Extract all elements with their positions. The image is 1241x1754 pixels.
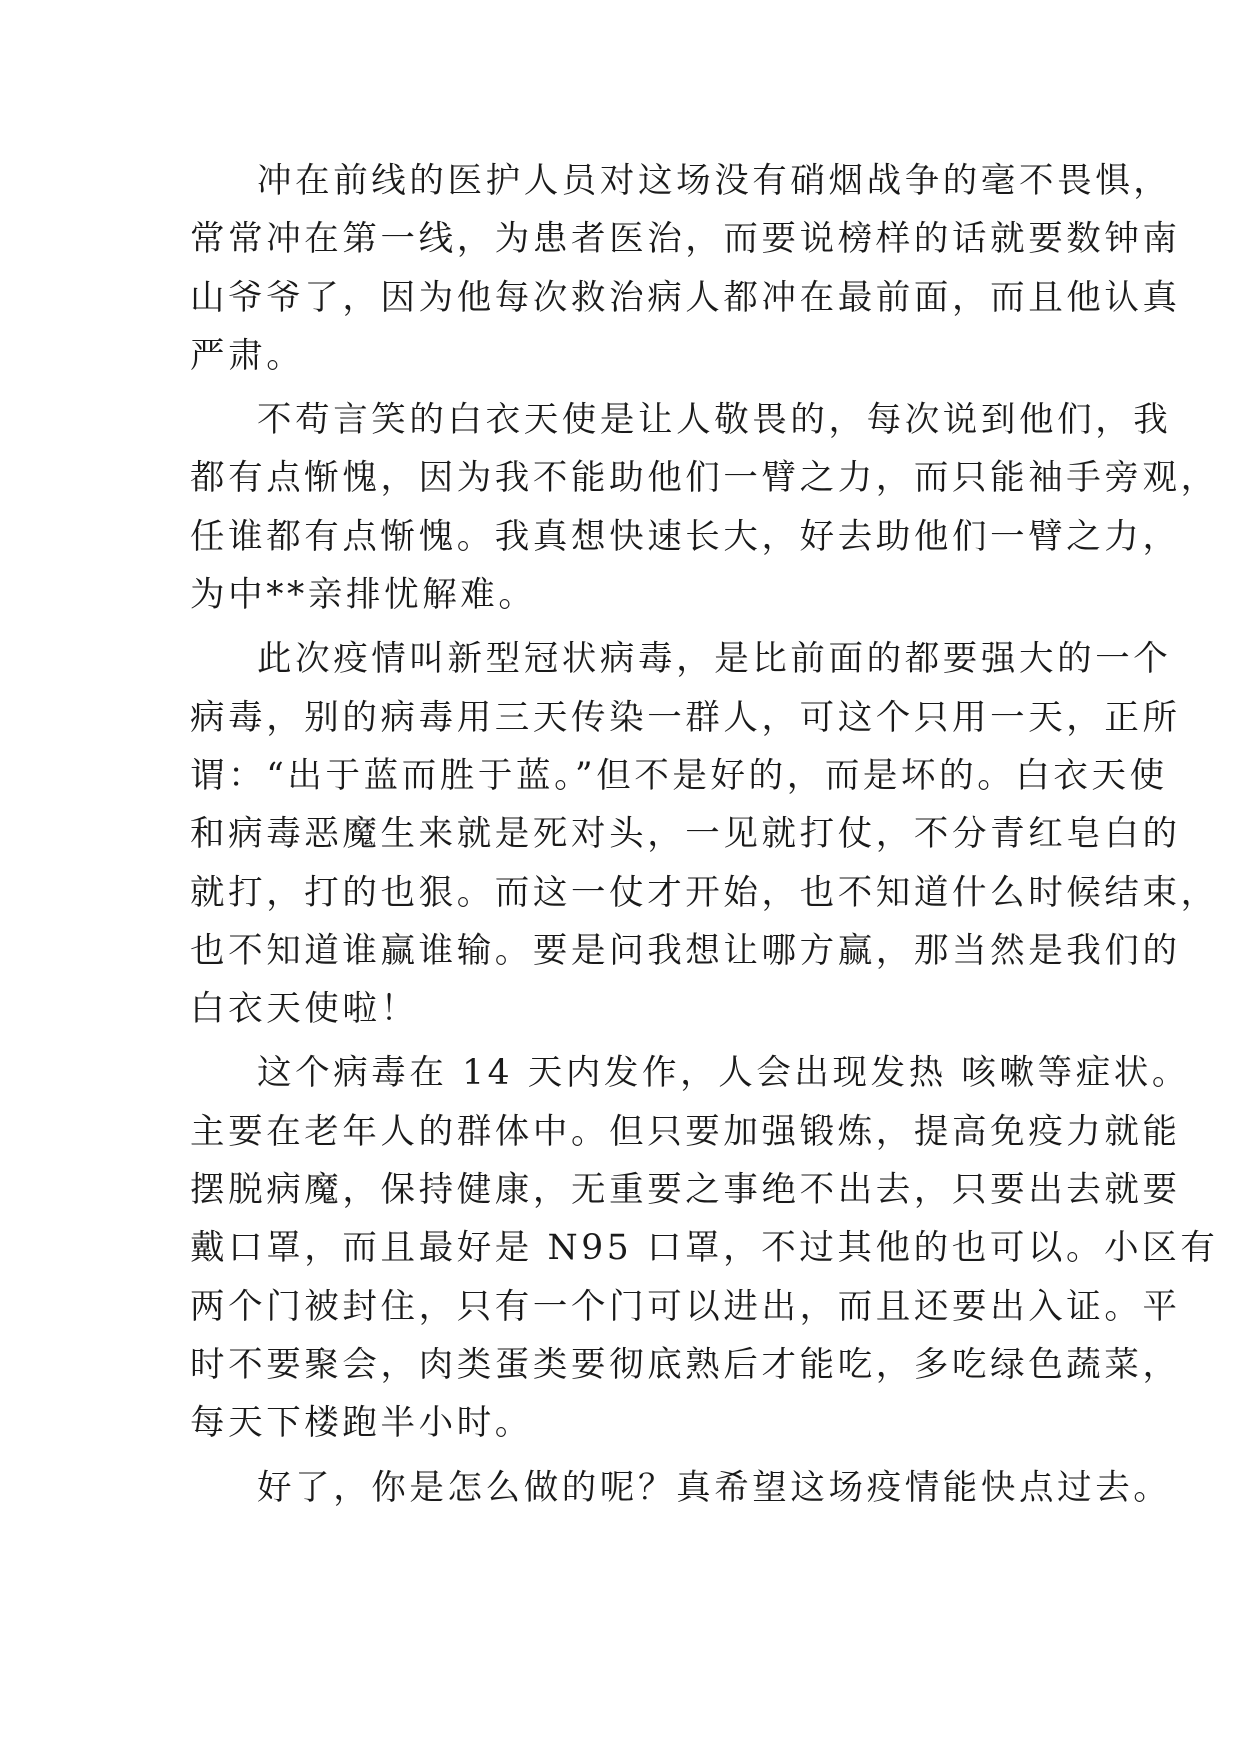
paragraph-3 bbox=[190, 630, 1219, 1038]
paragraph-4 bbox=[190, 1044, 1219, 1452]
text-line: 白衣天使啦！ bbox=[190, 989, 419, 1030]
text-line: 好了，你是怎么做的呢？真希望这场疫情能快点过去。 bbox=[257, 1467, 1172, 1508]
text-line: 戴口罩，而且最好是 N95 口罩，不过其他的也可以。小区有 bbox=[190, 1228, 1219, 1269]
paragraph-1 bbox=[190, 152, 1181, 385]
text-line: 都有点惭愧，因为我不能助他们一臂之力，而只能袖手旁观， bbox=[190, 458, 1219, 499]
text-line: 常常冲在第一线，为患者医治，而要说榜样的话就要数钟南 bbox=[190, 219, 1181, 260]
text-line: 山爷爷了，因为他每次救治病人都冲在最前面，而且他认真 bbox=[190, 277, 1181, 318]
text-line: 不苟言笑的白衣天使是让人敬畏的，每次说到他们，我 bbox=[257, 400, 1172, 441]
text-line: 时不要聚会，肉类蛋类要彻底熟后才能吃，多吃绿色蔬菜， bbox=[190, 1344, 1181, 1385]
paragraph-2 bbox=[190, 391, 1219, 624]
text-line: 主要在老年人的群体中。但只要加强锻炼，提高免疫力就能 bbox=[190, 1111, 1181, 1152]
paragraph-5 bbox=[190, 1459, 1172, 1517]
text-line: 和病毒恶魔生来就是死对头，一见就打仗，不分青红皂白的 bbox=[190, 814, 1181, 855]
text-line: 谓：“出于蓝而胜于蓝。”但不是好的，而是坏的。白衣天使 bbox=[190, 755, 1168, 796]
text-line: 摆脱病魔，保持健康，无重要之事绝不出去，只要出去就要 bbox=[190, 1170, 1181, 1211]
text-line: 每天下楼跑半小时。 bbox=[190, 1403, 533, 1444]
text-line: 就打，打的也狠。而这一仗才开始，也不知道什么时候结束， bbox=[190, 872, 1219, 913]
text-line: 冲在前线的医护人员对这场没有硝烟战争的毫不畏惧， bbox=[257, 161, 1172, 201]
text-line: 此次疫情叫新型冠状病毒，是比前面的都要强大的一个 bbox=[257, 639, 1172, 680]
text-line: 严肃。 bbox=[190, 335, 305, 376]
text-line: 为中**亲排忧解难。 bbox=[190, 575, 537, 616]
text-line: 两个门被封住，只有一个门可以进出，而且还要出入证。平 bbox=[190, 1286, 1181, 1327]
text-line: 也不知道谁赢谁输。要是问我想让哪方赢，那当然是我们的 bbox=[190, 930, 1181, 971]
text-line: 这个病毒在 14 天内发作，人会出现发热 咳嗽等症状。 bbox=[257, 1053, 1190, 1094]
document-body bbox=[190, 152, 1219, 1523]
text-line: 病毒，别的病毒用三天传染一群人，可这个只用一天，正所 bbox=[190, 697, 1181, 738]
text-line: 任谁都有点惭愧。我真想快速长大，好去助他们一臂之力， bbox=[190, 516, 1181, 557]
